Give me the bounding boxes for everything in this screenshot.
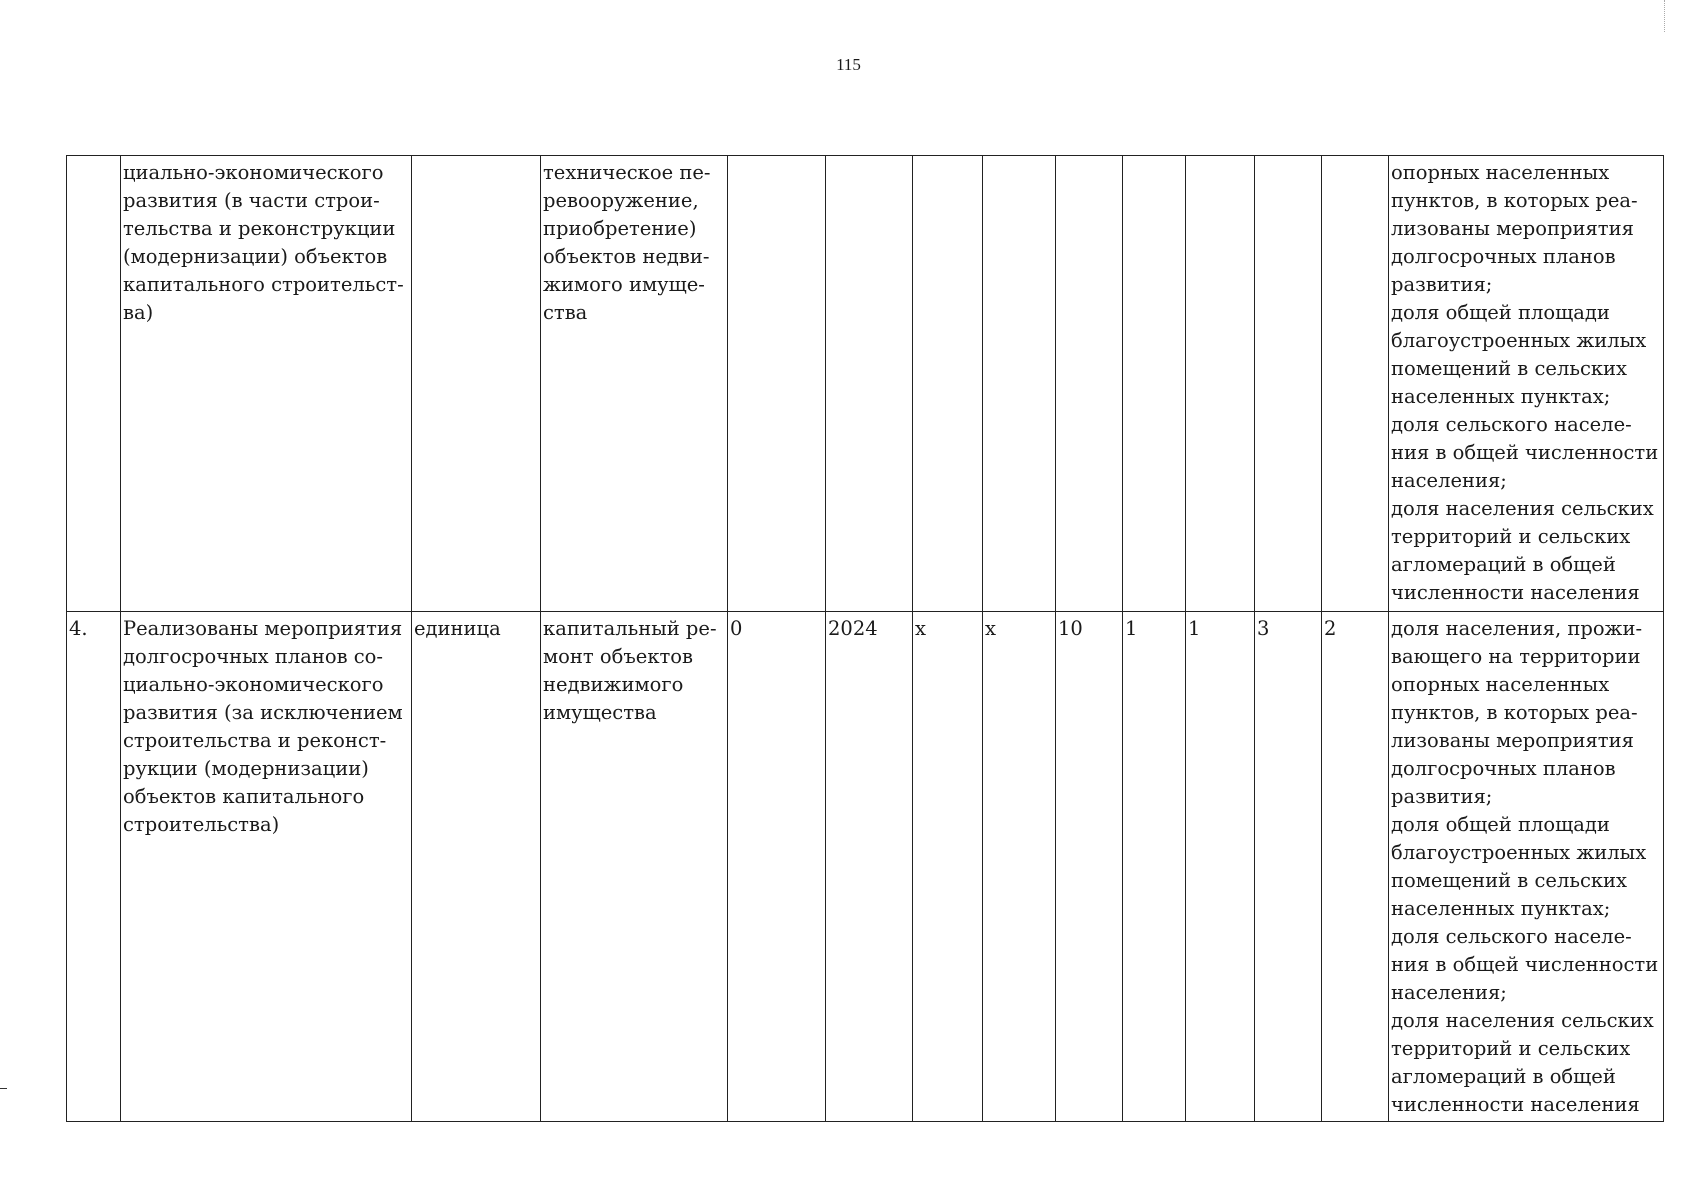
cell-result-type: капитальный ре- монт объектов недвижимого имущества	[541, 612, 728, 1122]
cell-value-3	[1056, 156, 1123, 612]
cell-number	[67, 156, 121, 612]
cell-value-5: 1	[1186, 612, 1255, 1122]
cell-value-6	[1255, 156, 1322, 612]
cell-value-6: 3	[1255, 612, 1322, 1122]
cell-value-2	[983, 156, 1056, 612]
cell-indicators: опорных населенных пунктов, в которых реа- лизованы мероприятия долгосрочных планов развития; доля общей площади благоустроенных жилых помещений в сельских населенных пунктах; доля сельского населе- ния в общей численности населения; доля населения сельских территорий и сельских агломераций в общей численности населения	[1389, 156, 1664, 612]
table-row	[67, 156, 1664, 612]
margin-mark	[0, 1088, 7, 1089]
cell-value-7	[1322, 156, 1389, 612]
cell-base-year: 2024	[826, 612, 913, 1122]
cell-value-5	[1186, 156, 1255, 612]
cell-base-year	[826, 156, 913, 612]
cell-base-value: 0	[728, 612, 826, 1122]
cell-value-1	[913, 156, 983, 612]
cell-value-7: 2	[1322, 612, 1389, 1122]
cell-value-4: 1	[1123, 612, 1186, 1122]
table-row	[67, 612, 1664, 1122]
cell-result-type: техническое пе- ревооружение, приобретение) объектов недви- жимого имуще- ства	[541, 156, 728, 612]
cell-result-name: циально-экономического развития (в части строи- тельства и реконструкции (модернизации) объектов капитального строительст- ва)	[121, 156, 412, 612]
cell-unit	[412, 156, 541, 612]
cell-result-name: Реализованы мероприятия долгосрочных планов со- циально-экономического развития (за исключением строительства и реконст- рукции (модернизации) объектов капитального строительства)	[121, 612, 412, 1122]
scan-edge-mark	[1664, 0, 1665, 32]
indicator-table	[66, 155, 1664, 1122]
cell-value-4	[1123, 156, 1186, 612]
cell-value-2: x	[983, 612, 1056, 1122]
cell-value-1: x	[913, 612, 983, 1122]
cell-value-3: 10	[1056, 612, 1123, 1122]
cell-number: 4.	[67, 612, 121, 1122]
page-number: 115	[836, 55, 861, 74]
cell-base-value	[728, 156, 826, 612]
cell-indicators: доля населения, прожи- вающего на территории опорных населенных пунктов, в которых реа- лизованы мероприятия долгосрочных планов развития; доля общей площади благоустроенных жилых помещений в сельских населенных пунктах; доля сельского населе- ния в общей численности населения; доля населения сельских территорий и сельских агломераций в общей численности населения	[1389, 612, 1664, 1122]
cell-unit: единица	[412, 612, 541, 1122]
